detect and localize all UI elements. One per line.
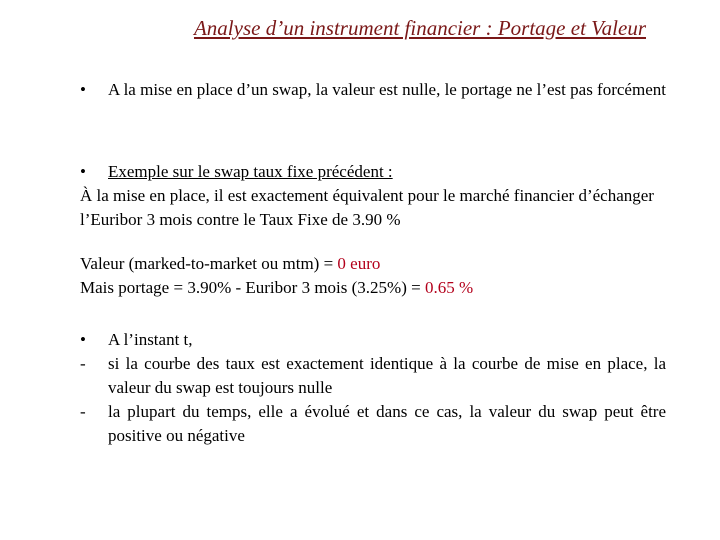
portage-label: Mais portage = 3.90% - Euribor 3 mois (3.25%) =: [80, 278, 425, 297]
portage-value: 0.65 %: [424, 278, 474, 297]
instant-heading: A l’instant t,: [108, 330, 193, 349]
bullet-mark: •: [80, 162, 86, 181]
instant-section: [80, 328, 666, 448]
bullet-intro: [80, 78, 666, 102]
bullet-mark: •: [80, 330, 86, 349]
valeur-value: 0 euro: [337, 254, 381, 273]
instant-dash-1: si la courbe des taux est exactement identique à la courbe de mise en place, la valeur du swap est toujours nulle: [108, 354, 666, 397]
example-section: [80, 160, 666, 300]
dash-mark: -: [80, 354, 86, 373]
instant-dash-2: la plupart du temps, elle a évolué et dans ce cas, la valeur du swap peut être positive ou négative: [108, 402, 666, 445]
page-title: Analyse d’un instrument financier : Portage et Valeur: [193, 16, 646, 40]
valeur-line: [80, 252, 666, 276]
bullet-mark: •: [80, 80, 86, 99]
example-paragraph: À la mise en place, il est exactement équivalent pour le marché financier d’échanger l’Euribor 3 mois contre le Taux Fixe de 3.90 %: [80, 186, 654, 229]
valeur-label: Valeur (marked-to-market ou mtm) =: [80, 254, 338, 273]
bullet-intro-text: A la mise en place d’un swap, la valeur est nulle, le portage ne l’est pas forcément: [108, 80, 666, 99]
portage-line: [80, 276, 666, 300]
dash-mark: -: [80, 402, 86, 421]
example-heading: Exemple sur le swap taux fixe précédent :: [108, 162, 393, 181]
